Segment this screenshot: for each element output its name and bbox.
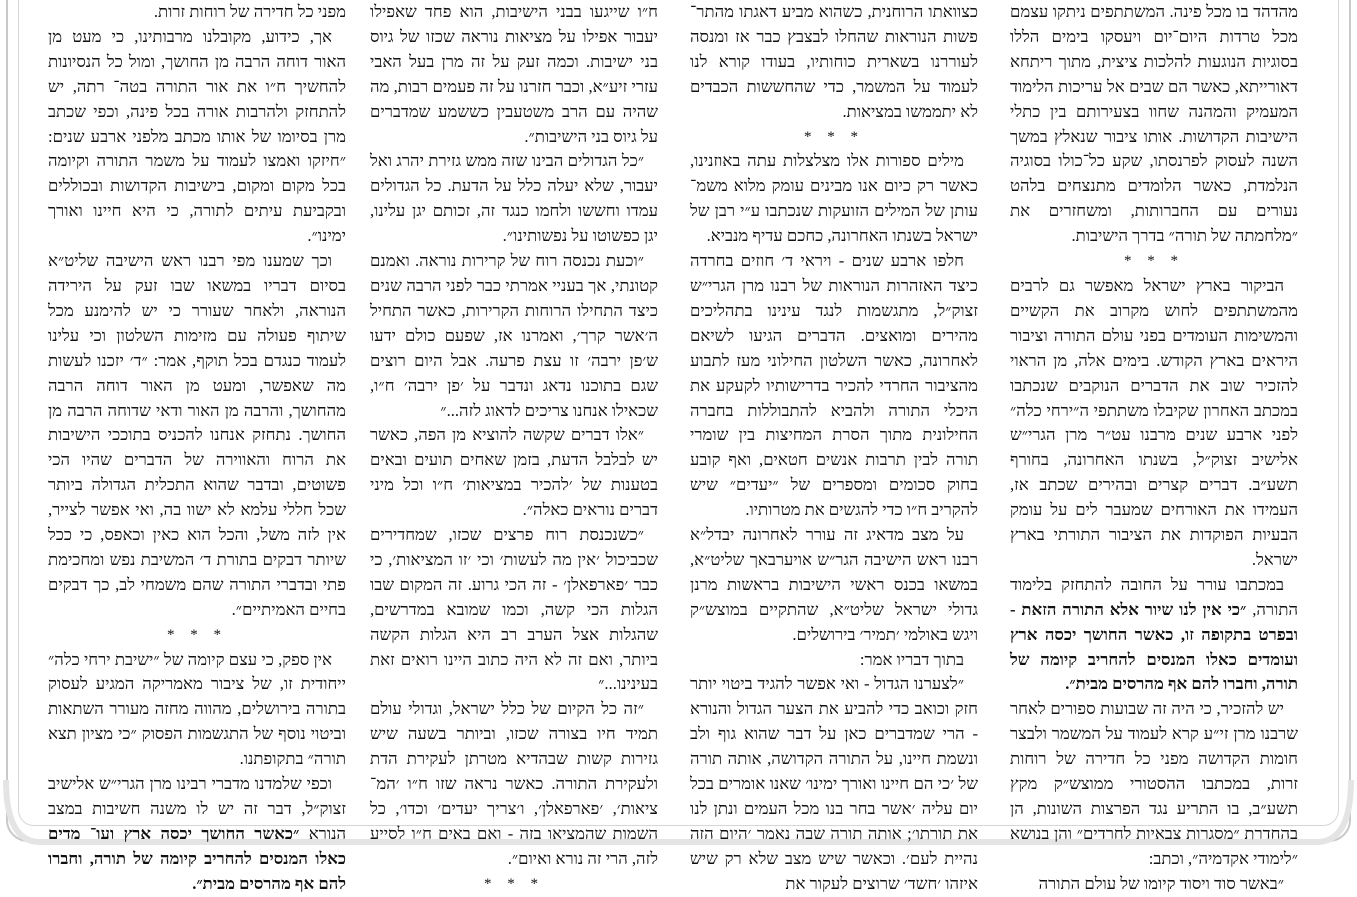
paragraph: ״כל הגדולים הבינו שזה ממש גזירת יהרג ואל יעבור, שלא יעלה כלל על הדעת. כל הגדולים עמדו וחששו ולחמו כנגד זה, זכותם יגן עלינו, יגן כפשוטו על נפשותינו״. [370,151,658,246]
paragraph: יש להזכיר, כי היה זה שבועות ספורים לאחר שרבנו מרן זי״ע קרא לעמוד על המשמר ולבצר חומות הקדושה מפני כל חדירה של רוחות זרות, במכתבו ההסטורי ממוצש״ק מקץ תשע״ב, בו התריע נגד הפרצות השונות, הן בהחדרת ״מסגרות צבאיות לחרדים״ והן בנושא ״לימודי אקדמיה״, וכתב: [1010,699,1298,868]
column-1 [1010,0,1298,893]
paragraph: כצוואתו הרוחנית, כשהוא מביע דאגתו מהתר־ פשות הנוראות שהחלו לבצבץ כבר אז ומנסה לעוררנו בשארית כוחותיו, בעודו קורא לנו לעמוד על המשמר, כדי שהחששות הכבדים לא יתממשו במציאות. [690,2,978,121]
emphasized-quote: ״כי אין לנו שיור אלא התורה הזאת - ובפרט בתקופה זו, כאשר החושך יכסה ארץ ועומדים כאלו המנסים להחריב קיומה של תורה, וחברו להם אף מהרסים מבית״. [1010,599,1298,694]
paragraph: חלפו ארבע שנים - ויראי ד׳ חוזים בחרדה כיצד האזהרות הנוראות של רבנו מרן הגרי״ש זצוק״ל, מתגשמות לנגד עינינו בתהליכים מהירים ומואצים. הדברים הגיעו לשיאם לאחרונה, כאשר השלטון החילוני מעז לתבוע מהציבור החרדי להכיר בדרישותיו לקעקע את היכלי התורה ולהביא להתבוללות בחברה החילונית מתוך הסרת המחיצות בין שומרי תורה לבין תרבות אנשים חטאים, ואף קובע בחוק סכומים ומספרים של ״יעדים״ שיש להקריב ח״ו כדי להגשים את מטרותיו. [690,251,978,520]
column-4 [48,0,347,893]
column-2 [690,0,978,893]
section-divider: * * * [484,875,544,892]
paragraph: ״אלו דברים שקשה להוציא מן הפה, כאשר יש לבלבל הדעת, בזמן שאחים תועים ובאים בטענות של ׳להכיר במציאות׳ ח״ו וכל מיני דברים נוראים כאלה״. [370,425,658,520]
paragraph: מפני כל חדירה של רוחות זרות. [153,2,346,21]
column-3 [370,0,658,892]
paragraph: ח״ו שייגעו בבני הישיבות, הוא פחד שאפילו יעבור אפילו על מציאות נוראה שכזו של גיוס בני ישיבות. וכמה זעק על זה מרן בעל האבי עזרי זיע״א, וכבר חזרנו על זה פעמים רבות, מה שהיה עם הרב משטעבין כששמע שמדברים על גיוס בני הישיבות״. [370,2,658,146]
paragraph: מהדהד בו מכל פינה. המשתתפים ניתקו עצמם מכל טרדות היום־יום ויעסקו בימים הללו בסוגיות הנוגעות להלכות ציצית, מתוך ריתחא דאורייתא, כאשר הם שבים אל עריכות הלימוד המעמיק והמהנה שחוו בצעירותם בין כתלי הישיבות הקדושות. אותו ציבור שנאלץ במשך השנה לעסוק לפרנסתו, שקע כל־כולו בסוגיה הנלמדת, כאשר הלומדים מתנצחים בלהט נעורים עם החברותות, ומשחזרים את ״מלחמתה של תורה״ בדרך הישיבות. [1010,2,1298,246]
paragraph: וכך שמענו מפי רבנו ראש הישיבה שליט״א בסיום דבריו במשאו שבו זעק על הירידה הנוראה, ולאחר שעורר כי יש להימנע מכל שיתוף פעולה עם מזימות השלטון וכי עלינו לעמוד כנגדם בכל תוקף, אמר: ״ד׳ יזכנו לעשות מה שאפשר, ומעט מן האור דוחה הרבה מהחושך, והרבה מן האור ודאי שדוחה הרבה מן החושך. נתחזק אנחנו להכניס בתוככי הישיבות את הרוח והאווירה של הדברים שהיו הכי פשוטים, ובדבר שהוא התכלית הגדולה ביותר שכל חללי עלמא לא ישוו בה, ואי אפשר לצייר, אין לזה משל, והכל הוא כאין וכאפס, כי ככל שיותר דבקים בתורת ד׳ המשיבת נפש ומחכימת פתי ובדברי התורה שהם משמחי לב, כך דבקים בחיים האמיתיים״. [48,251,346,619]
paragraph: ״לצערנו הגדול - ואי אפשר להגיד ביטוי יותר חזק וכואב כדי להביע את הצער הגדול והנורא - הרי שמדברים כאן על דבר שהוא גוף ולב ונשמת חיינו, על התורה הקדושה, אותה תורה של ׳כי הם חיינו ואורך ימינו׳ שאנו אומרים בכל יום עליה ׳אשר בחר בנו מכל העמים ונתן לנו את תורתו׳; אותה תורה שבה נאמר ׳היום הזה נהיית לעם׳. וכאשר שיש מצב שלא רק שיש איזהו ׳חשד׳ שרוצים לעקור את [690,674,978,893]
paragraph: אך, כידוע, מקובלנו מרבותינו, כי מעט מן האור דוחה הרבה מן החושך, ומול כל הנסיונות להחשיך ח״ו את אור התורה בטה־ רתה, יש להתחזק ולהרבות אורה בכל פינה, וכפי שכתב מרן בסיומו של אותו מכתב מלפני ארבע שנים: ״חיזקו ואמצו לעמוד על משמר התורה וקיומה בכל מקום ומקום, בישיבות הקדושות ובכוללים ובקביעת עיתים לתורה, כי היא חיינו ואורך ימינו״. [48,26,346,246]
section-divider: * * * [1124,253,1184,270]
paragraph: מילים ספורות אלו מצלצלות עתה באוזנינו, כאשר רק כיום אנו מבינים עומק מלוא משמ־ עותן של המילים הזועקות שנכתבו ע״י רבן של ישראל בשנתו האחרונה, כחכם עדיף מנביא. [690,151,978,246]
paragraph: וכפי שלמדנו מדברי רבינו מרן הגרי״ש אלישיב זצוק״ל, דבר זה יש לו משנה חשיבות במצב הנורא ״כאשר החושך יכסה ארץ ועו־ מדים כאלו המנסים להחריב קיומה של תורה, וחברו להם אף מהרסים מבית״. [48,774,347,893]
paragraph: ״וכעת נכנסה רוח של קרירות נוראה. ואמנם קטונתי, אך בעניי אמרתי כבר לפני הרבה שנים כיצד התחילו הרוחות הקרירות, כאשר התחיל ה׳אשר קרך׳, ואמרנו אז, שפעם כולם ידעו ש׳פן ירבה׳ זו עצת פרעה. אבל היום רוצים שגם בתוכנו נדאג ונדבר על ׳פן ירבה׳ ח״ו, שכאילו אנחנו צריכים לדאוג לזה...״ [370,251,658,420]
paragraph: ״כשנכנסת רוח פרצים שכזו, שמחדירים שכביכול ׳אין מה לעשות׳ וכי ׳זו המציאות׳, כי כבר ׳פארפאלן׳ - זה הכי גרוע. זה המקום שבו הגלות הכי קשה, וכמו שמובא במדרשים, שהגלות אצל הערב רב היא הגלות הקשה ביותר, ואם זה לא היה כתוב היינו רואים זאת בעינינו...״ [370,525,658,694]
emphasized-quote: ״כאשר החושך יכסה ארץ ועו־ מדים כאלו המנסים להחריב קיומה של תורה, וחברו להם אף מהרסים מבית״. [48,823,346,893]
paragraph: ״זה כל הקיום של כלל ישראל, וגדולי עולם תמיד חיו בצורה שכזו, וביותר בשעה שיש גזירות קשות שבהדיא מטרתן לעקירת הדת ולעקירת התורה. כאשר נראה שזו ח״ו ׳המ־ ציאות׳, ׳פארפאלן׳, ו׳צריך יעדים׳ וכדו׳, כל השמות שהמציאו בזה - ואם באים ח״ו לסייע לזה, הרי זה נורא ואיום״. [370,699,658,868]
paragraph: ״באשר סוד ויסוד קיומו של עולם התורה [1038,873,1284,893]
section-divider: * * * [804,128,864,145]
section-divider: * * * [167,626,227,643]
paragraph: הביקור בארץ ישראל מאפשר גם לרבים מהמשתתפים לחוש מקרוב את הקשיים והמשימות העומדים בפני עולם התורה וציבור היראים בארץ הקודש. בימים אלה, מן הראוי להזכיר שוב את הדברים הנוקבים שנכתבו במכתב האחרון שקיבלו משתתפי ה״ירחי כלה״ לפני ארבע שנים מרבנו עט״ר מרן הגרי״ש אלישיב זצוק״ל, בשנתו האחרונה, בחורף תשע״ב. דברים קצרים ובהירים שכתב אז, העמידו את האורחים שמעבר לים על עומק הבעיות הפוקדות את הציבור התורתי בארץ ישראל. [1010,275,1298,569]
paragraph: על מצב מדאיג זה עורר לאחרונה יבדל״א רבנו ראש הישיבה הגר״ש אויערבאך שליט״א, במשאו בכנס ראשי הישיבות בראשות מרנן גדולי ישראל שליט״א, שהתקיים במוצש״ק ויגש באולמי ׳תמיר׳ בירושלים. [690,525,978,644]
paragraph: בתוך דבריו אמר: [859,649,964,669]
paragraph: במכתבו עורר על החובה להתחזק בלימוד התורה, ״כי אין לנו שיור אלא התורה הזאת - ובפרט בתקופה זו, כאשר החושך יכסה ארץ ועומדים כאלו המנסים להחריב קיומה של תורה, וחברו להם אף מהרסים מבית״. [1010,574,1298,694]
paragraph: אין ספק, כי עצם קיומה של ״ישיבת ירחי כלה״ ייחודית זו, של ציבור מאמריקה המגיע לעסוק בתורה בירושלים, מהווה מחזה מעורר השתאות וביטוי נוסף של התגשמות הפסוק ״כי מציון תצא תורה״ בתקופתנו. [48,649,346,769]
